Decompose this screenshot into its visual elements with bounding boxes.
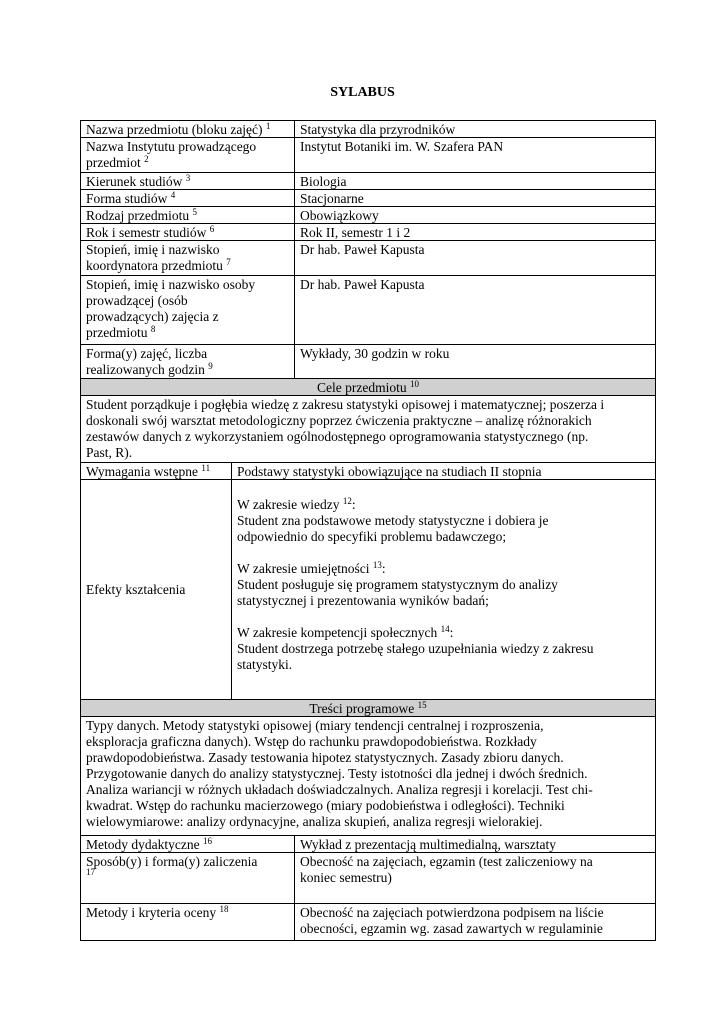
table-row (80, 852, 656, 904)
row-value: Dr hab. Paweł Kapusta (294, 276, 655, 344)
cele-text: Student porządkuje i pogłębia wiedzę z zakresu statystyki opisowej i matematycznej; poszerza i doskonali swój warsztat metodologiczny poprzez ćwiczenia praktyczne – analizę różnorakich zestawów danych z wykorzystaniem ogólnodostępnego oprogramowania statystycznego (np. Past, R). (80, 395, 656, 463)
table-row (80, 240, 656, 276)
row-label: Forma(y) zajęć, liczba realizowanych godzin $^9$ (86, 346, 213, 377)
table-row (80, 206, 656, 224)
row-value: Wykłady, 30 godzin w roku (294, 345, 655, 378)
row-value: Podstawy statystyki obowiązujące na studiach II stopnia (231, 463, 655, 479)
row-label: Wymagania wstępne $^{11}$ (86, 463, 211, 479)
row-label: Stopień, imię i nazwisko koordynatora przedmiotu $^7$ (86, 242, 231, 273)
row-value: Obecność na zajęciach potwierdzona podpisem na liście obecności, egzamin wg. zasad zawartych w regulaminie (294, 904, 655, 940)
section-header-cele: Cele przedmiotu $^{10}$ (80, 378, 656, 396)
table-row (80, 172, 656, 190)
row-label: Rodzaj przedmiotu $^5$ (86, 207, 197, 223)
table-row (80, 275, 656, 345)
table-row (80, 223, 656, 241)
section-header-tresci: Treści programowe $^{15}$ (80, 699, 656, 717)
table-row (80, 189, 656, 207)
row-label: Efekty kształcenia (86, 581, 186, 597)
row-value: Dr hab. Paweł Kapusta (294, 241, 655, 275)
document-title: SYLABUS (330, 85, 395, 100)
row-value: Obowiązkowy (294, 207, 655, 223)
efekty-row (80, 479, 656, 700)
row-label: Metody i kryteria oceny $^{18}$ (86, 904, 229, 920)
row-label: Stopień, imię i nazwisko osoby prowadzącej (osób prowadzących) zajęcia z przedmiotu $^8$ (86, 277, 256, 340)
row-label: Nazwa przedmiotu (bloku zajęć) $^1$ (86, 121, 271, 137)
row-label: Forma studiów $^4$ (86, 190, 176, 206)
row-label: Kierunek studiów $^3$ (86, 173, 191, 189)
row-value: Statystyka dla przyrodników (294, 121, 655, 137)
row-label: Sposób(y) i forma(y) zaliczenia 17 (86, 854, 258, 877)
row-value: Stacjonarne (294, 190, 655, 206)
row-label: Metody dydaktyczne $^{16}$ (86, 836, 212, 852)
table-row (80, 137, 656, 173)
table-row (80, 344, 656, 379)
row-value: Rok II, semestr 1 i 2 (294, 224, 655, 240)
row-label: Rok i semestr studiów $^6$ (86, 224, 215, 240)
table-row (80, 903, 656, 941)
table-row (80, 462, 656, 480)
row-value: Instytut Botaniki im. W. Szafera PAN (294, 138, 655, 172)
row-value: Wykład z prezentacją multimedialną, warsztaty (294, 836, 655, 852)
row-value: Biologia (294, 173, 655, 189)
table-row (80, 835, 656, 853)
table-row (80, 120, 656, 138)
row-value: Obecność na zajęciach, egzamin (test zaliczeniowy na koniec semestru) (294, 853, 655, 903)
row-value: W zakresie wiedzy $^{12}$: Student zna podstawowe metody statystyczne i dobiera je odpowiednio do specyfiki problemu badawczego; W zakresie umiejętności $^{13}$: Student posługuje się programem statystycznym do analizy statystycznej i prezentowania wyników badań; W zakresie kompetencji społecznych $^{14}$: Student dostrzega potrzebę stałego uzupełniania wiedzy z zakresu statystyki. (231, 480, 655, 699)
row-label: Nazwa Instytutu prowadzącego przedmiot $^2$ (86, 139, 257, 170)
tresci-text: Typy danych. Metody statystyki opisowej (miary tendencji centralnej i rozproszenia, eksploracja graficzna danych). Wstęp do rachunku prawdopodobieństwa. Rozkłady prawdopodobieństwa. Zasady testowania hipotez statystycznych. Zasady zbioru danych. Przygotowanie danych do analizy statystycznej. Testy istotności dla jednej i dwóch średnich. Analiza wariancji w różnych układach doświadczalnych. Analiza regresji i korelacji. Test chi- kwadrat. Wstęp do rachunku macierzowego (miary podobieństwa i odległości). Techniki wielowymiarowe: analizy ordynacyjne, analiza skupień, analiza regresji wielorakiej. (80, 716, 656, 836)
